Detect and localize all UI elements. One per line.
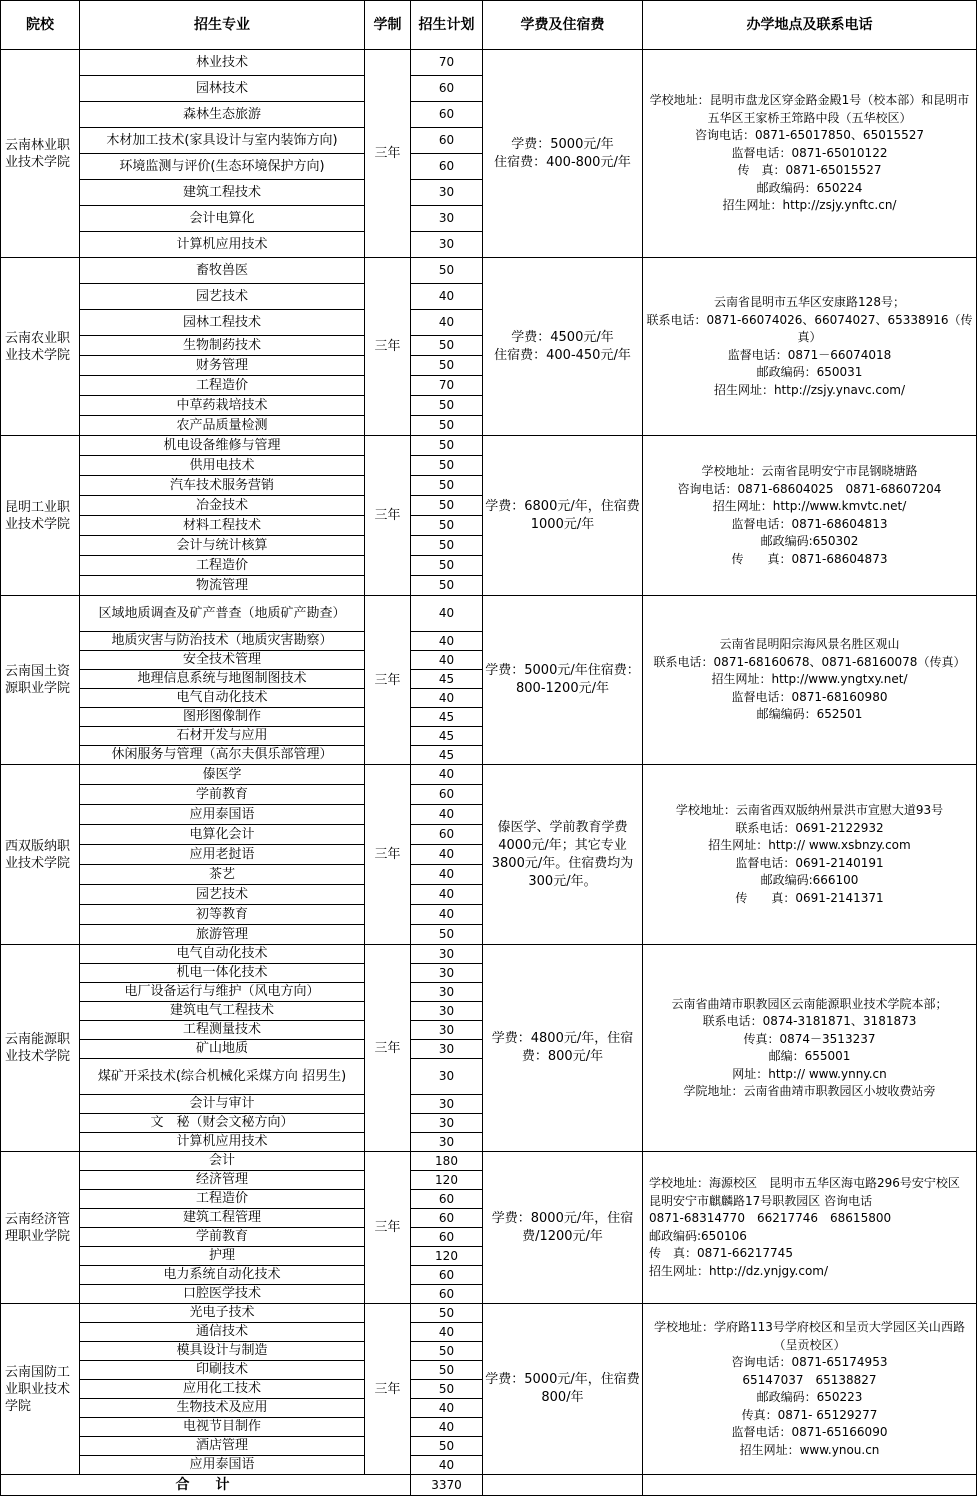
plan-count: 30 — [411, 1059, 483, 1095]
school-name: 云南林业职业技术学院 — [1, 50, 80, 258]
plan-count: 50 — [411, 356, 483, 376]
plan-count: 40 — [411, 905, 483, 925]
major-name: 园林技术 — [80, 76, 365, 102]
fee-info: 学费：5000元/年，住宿费800/年 — [483, 1304, 643, 1475]
contact-info: 云南省昆明市五华区安康路128号； 联系电话：0871-66074026、66074027、65338916（传真） 监督电话：0871－66074018 邮政编码：650031 招生网址：http://zsjy.ynavc.com/ — [643, 258, 977, 436]
major-name: 通信技术 — [80, 1323, 365, 1342]
plan-count: 50 — [411, 456, 483, 476]
table-body — [1, 50, 977, 1475]
plan-count: 50 — [411, 1361, 483, 1380]
major-name: 矿山地质 — [80, 1040, 365, 1059]
duration: 三年 — [365, 1304, 411, 1475]
major-name: 学前教育 — [80, 1228, 365, 1247]
fee-info: 学费：4500元/年 住宿费：400-450元/年 — [483, 258, 643, 436]
plan-count: 50 — [411, 516, 483, 536]
plan-count: 50 — [411, 416, 483, 436]
table-row — [1, 50, 977, 76]
major-name: 会计电算化 — [80, 206, 365, 232]
major-name: 应用老挝语 — [80, 845, 365, 865]
plan-count: 50 — [411, 396, 483, 416]
header-plan: 招生计划 — [411, 1, 483, 50]
major-name: 财务管理 — [80, 356, 365, 376]
plan-count: 50 — [411, 436, 483, 456]
plan-count: 30 — [411, 1002, 483, 1021]
plan-count: 40 — [411, 845, 483, 865]
major-name: 林业技术 — [80, 50, 365, 76]
plan-count: 50 — [411, 536, 483, 556]
major-name: 口腔医学技术 — [80, 1285, 365, 1304]
header-major: 招生专业 — [80, 1, 365, 50]
major-name: 汽车技术服务营销 — [80, 476, 365, 496]
plan-count: 40 — [411, 1418, 483, 1437]
school-name: 云南农业职业技术学院 — [1, 258, 80, 436]
major-name: 建筑工程管理 — [80, 1209, 365, 1228]
major-name: 会计与统计核算 — [80, 536, 365, 556]
plan-count: 30 — [411, 1095, 483, 1114]
duration: 三年 — [365, 436, 411, 596]
major-name: 计算机应用技术 — [80, 1133, 365, 1152]
major-name: 图形图像制作 — [80, 708, 365, 727]
plan-count: 60 — [411, 1266, 483, 1285]
major-name: 生物技术及应用 — [80, 1399, 365, 1418]
table-row — [1, 1152, 977, 1171]
plan-count: 60 — [411, 785, 483, 805]
plan-count: 60 — [411, 1190, 483, 1209]
plan-count: 40 — [411, 805, 483, 825]
total-value: 3370 — [411, 1475, 483, 1496]
major-name: 中草药栽培技术 — [80, 396, 365, 416]
school-name: 云南能源职业技术学院 — [1, 945, 80, 1152]
plan-count: 50 — [411, 1304, 483, 1323]
table-row — [1, 945, 977, 964]
major-name: 木材加工技术(家具设计与室内装饰方向) — [80, 128, 365, 154]
plan-count: 30 — [411, 964, 483, 983]
major-name: 会计与审计 — [80, 1095, 365, 1114]
major-name: 地质灾害与防治技术（地质灾害勘察） — [80, 632, 365, 651]
plan-count: 60 — [411, 154, 483, 180]
plan-count: 30 — [411, 1114, 483, 1133]
major-name: 电力系统自动化技术 — [80, 1266, 365, 1285]
major-name: 休闲服务与管理（高尔夫俱乐部管理） — [80, 746, 365, 765]
contact-info: 学校地址：昆明市盘龙区穿金路金殿1号（校本部）和昆明市五华区王家桥王筇路中段（五华校区） 咨询电话：0871-65017850、65015527 监督电话：0871-65010122 传 真：0871-65015527 邮政编码：650224 招生网址：http://zsjy.ynftc.cn/ — [643, 50, 977, 258]
plan-count: 60 — [411, 128, 483, 154]
plan-count: 30 — [411, 180, 483, 206]
major-name: 园艺技术 — [80, 284, 365, 310]
duration: 三年 — [365, 1152, 411, 1304]
major-name: 园艺技术 — [80, 885, 365, 905]
contact-info: 学校地址：海源校区 昆明市五华区海屯路296号安宁校区 昆明安宁市麒麟路17号职教园区 咨询电话 0871-68314770 66217746 68615800 邮政编码:650106 传 真：0871-66217745 招生网址：http://dz.ynjgy.com/ — [643, 1152, 977, 1304]
major-name: 经济管理 — [80, 1171, 365, 1190]
major-name: 印刷技术 — [80, 1361, 365, 1380]
contact-info: 学校地址：云南省昆明安宁市昆钢晓塘路 咨询电话：0871-68604025 0871-68607204 招生网址：http://www.kmvtc.net/ 监督电话：0871-68604813 邮政编码:650302 传 真：0871-68604873 — [643, 436, 977, 596]
duration: 三年 — [365, 596, 411, 765]
plan-count: 60 — [411, 1209, 483, 1228]
plan-count: 30 — [411, 1040, 483, 1059]
fee-info: 学费：6800元/年，住宿费1000元/年 — [483, 436, 643, 596]
major-name: 畜牧兽医 — [80, 258, 365, 284]
major-name: 傣医学 — [80, 765, 365, 785]
major-name: 工程造价 — [80, 556, 365, 576]
plan-count: 50 — [411, 1380, 483, 1399]
contact-info: 学校地址：学府路113号学府校区和呈贡大学园区关山西路（呈贡校区） 咨询电话：0871-65174953 65147037 65138827 邮政编码：650223 传真：0871- 65129277 监督电话：0871-65166090 招生网址：www.ynou.cn — [643, 1304, 977, 1475]
plan-count: 60 — [411, 1285, 483, 1304]
plan-count: 30 — [411, 206, 483, 232]
plan-count: 50 — [411, 476, 483, 496]
total-label: 合 计 — [1, 1475, 411, 1496]
plan-count: 70 — [411, 376, 483, 396]
major-name: 建筑电气工程技术 — [80, 1002, 365, 1021]
header-duration: 学制 — [365, 1, 411, 50]
major-name: 建筑工程技术 — [80, 180, 365, 206]
plan-count: 40 — [411, 1456, 483, 1475]
major-name: 园林工程技术 — [80, 310, 365, 336]
major-name: 生物制药技术 — [80, 336, 365, 356]
plan-count: 40 — [411, 284, 483, 310]
major-name: 会计 — [80, 1152, 365, 1171]
major-name: 安全技术管理 — [80, 651, 365, 670]
major-name: 工程测量技术 — [80, 1021, 365, 1040]
major-name: 地理信息系统与地图制图技术 — [80, 670, 365, 689]
plan-count: 40 — [411, 651, 483, 670]
major-name: 石材开发与应用 — [80, 727, 365, 746]
fee-info: 傣医学、学前教育学费4000元/年；其它专业3800元/年。住宿费均为300元/年。 — [483, 765, 643, 945]
plan-count: 50 — [411, 556, 483, 576]
duration: 三年 — [365, 258, 411, 436]
table-row — [1, 436, 977, 456]
major-name: 工程造价 — [80, 1190, 365, 1209]
major-name: 森林生态旅游 — [80, 102, 365, 128]
plan-count: 40 — [411, 865, 483, 885]
plan-count: 30 — [411, 983, 483, 1002]
header-contact: 办学地点及联系电话 — [643, 1, 977, 50]
duration: 三年 — [365, 765, 411, 945]
major-name: 模具设计与制造 — [80, 1342, 365, 1361]
plan-count: 50 — [411, 496, 483, 516]
plan-count: 60 — [411, 102, 483, 128]
total-row — [1, 1475, 977, 1496]
total-empty-fee — [483, 1475, 643, 1496]
school-name: 云南国土资源职业学院 — [1, 596, 80, 765]
plan-count: 120 — [411, 1247, 483, 1266]
table-row — [1, 765, 977, 785]
plan-count: 70 — [411, 50, 483, 76]
school-name: 西双版纳职业技术学院 — [1, 765, 80, 945]
plan-count: 40 — [411, 885, 483, 905]
contact-info: 云南省昆明阳宗海风景名胜区观山 联系电话：0871-68160678、0871-68160078（传真） 招生网址：http://www.yngtxy.net/ 监督电话：0871-68160980 邮编编码：652501 — [643, 596, 977, 765]
major-name: 供用电技术 — [80, 456, 365, 476]
duration: 三年 — [365, 50, 411, 258]
major-name: 光电子技术 — [80, 1304, 365, 1323]
plan-count: 40 — [411, 596, 483, 632]
major-name: 物流管理 — [80, 576, 365, 596]
plan-count: 120 — [411, 1171, 483, 1190]
fee-info: 学费：4800元/年，住宿费：800元/年 — [483, 945, 643, 1152]
plan-count: 40 — [411, 310, 483, 336]
major-name: 工程造价 — [80, 376, 365, 396]
duration: 三年 — [365, 945, 411, 1152]
fee-info: 学费：5000元/年住宿费：800-1200元/年 — [483, 596, 643, 765]
plan-count: 40 — [411, 1323, 483, 1342]
plan-count: 50 — [411, 258, 483, 284]
table-row — [1, 1304, 977, 1323]
plan-count: 40 — [411, 689, 483, 708]
major-name: 茶艺 — [80, 865, 365, 885]
major-name: 电算化会计 — [80, 825, 365, 845]
major-name: 计算机应用技术 — [80, 232, 365, 258]
plan-count: 60 — [411, 1228, 483, 1247]
table-row — [1, 258, 977, 284]
plan-count: 45 — [411, 670, 483, 689]
plan-count: 50 — [411, 1437, 483, 1456]
header-row — [1, 1, 977, 50]
plan-count: 50 — [411, 1342, 483, 1361]
major-name: 环境监测与评价(生态环境保护方向) — [80, 154, 365, 180]
plan-count: 60 — [411, 825, 483, 845]
plan-count: 40 — [411, 765, 483, 785]
plan-count: 50 — [411, 576, 483, 596]
plan-count: 50 — [411, 336, 483, 356]
fee-info: 学费：8000元/年，住宿费/1200元/年 — [483, 1152, 643, 1304]
school-name: 云南国防工业职业技术学院 — [1, 1304, 80, 1475]
major-name: 应用化工技术 — [80, 1380, 365, 1399]
major-name: 电视节目制作 — [80, 1418, 365, 1437]
major-name: 机电一体化技术 — [80, 964, 365, 983]
major-name: 应用泰国语 — [80, 805, 365, 825]
plan-count: 45 — [411, 746, 483, 765]
major-name: 学前教育 — [80, 785, 365, 805]
major-name: 旅游管理 — [80, 925, 365, 945]
major-name: 机电设备维修与管理 — [80, 436, 365, 456]
plan-count: 50 — [411, 925, 483, 945]
table-row — [1, 596, 977, 632]
major-name: 煤矿开采技术(综合机械化采煤方向 招男生) — [80, 1059, 365, 1095]
header-fee: 学费及住宿费 — [483, 1, 643, 50]
major-name: 电厂设备运行与维护（风电方向） — [80, 983, 365, 1002]
fee-info: 学费：5000元/年 住宿费：400-800元/年 — [483, 50, 643, 258]
school-name: 昆明工业职业技术学院 — [1, 436, 80, 596]
total-empty-contact — [643, 1475, 977, 1496]
plan-count: 30 — [411, 232, 483, 258]
major-name: 冶金技术 — [80, 496, 365, 516]
major-name: 护理 — [80, 1247, 365, 1266]
major-name: 文 秘（财会文秘方向） — [80, 1114, 365, 1133]
plan-count: 40 — [411, 1399, 483, 1418]
major-name: 初等教育 — [80, 905, 365, 925]
plan-count: 60 — [411, 76, 483, 102]
major-name: 应用泰国语 — [80, 1456, 365, 1475]
plan-count: 40 — [411, 632, 483, 651]
major-name: 区域地质调查及矿产普查（地质矿产勘查） — [80, 596, 365, 632]
plan-count: 30 — [411, 945, 483, 964]
major-name: 电气自动化技术 — [80, 945, 365, 964]
contact-info: 云南省曲靖市职教园区云南能源职业技术学院本部； 联系电话：0874-3181871、3181873 传真：0874－3513237 邮编：655001 网址：http:// www.ynny.cn 学院地址：云南省曲靖市职教园区小坡收费站旁 — [643, 945, 977, 1152]
plan-count: 180 — [411, 1152, 483, 1171]
plan-count: 45 — [411, 727, 483, 746]
major-name: 酒店管理 — [80, 1437, 365, 1456]
major-name: 材料工程技术 — [80, 516, 365, 536]
school-name: 云南经济管理职业学院 — [1, 1152, 80, 1304]
major-name: 农产品质量检测 — [80, 416, 365, 436]
major-name: 电气自动化技术 — [80, 689, 365, 708]
plan-count: 45 — [411, 708, 483, 727]
contact-info: 学校地址：云南省西双版纳州景洪市宣慰大道93号 联系电话：0691-2122932 招生网址：http:// www.xsbnzy.com 监督电话：0691-2140191 邮政编码:666100 传 真：0691-2141371 — [643, 765, 977, 945]
plan-count: 30 — [411, 1021, 483, 1040]
plan-count: 30 — [411, 1133, 483, 1152]
header-school: 院校 — [1, 1, 80, 50]
